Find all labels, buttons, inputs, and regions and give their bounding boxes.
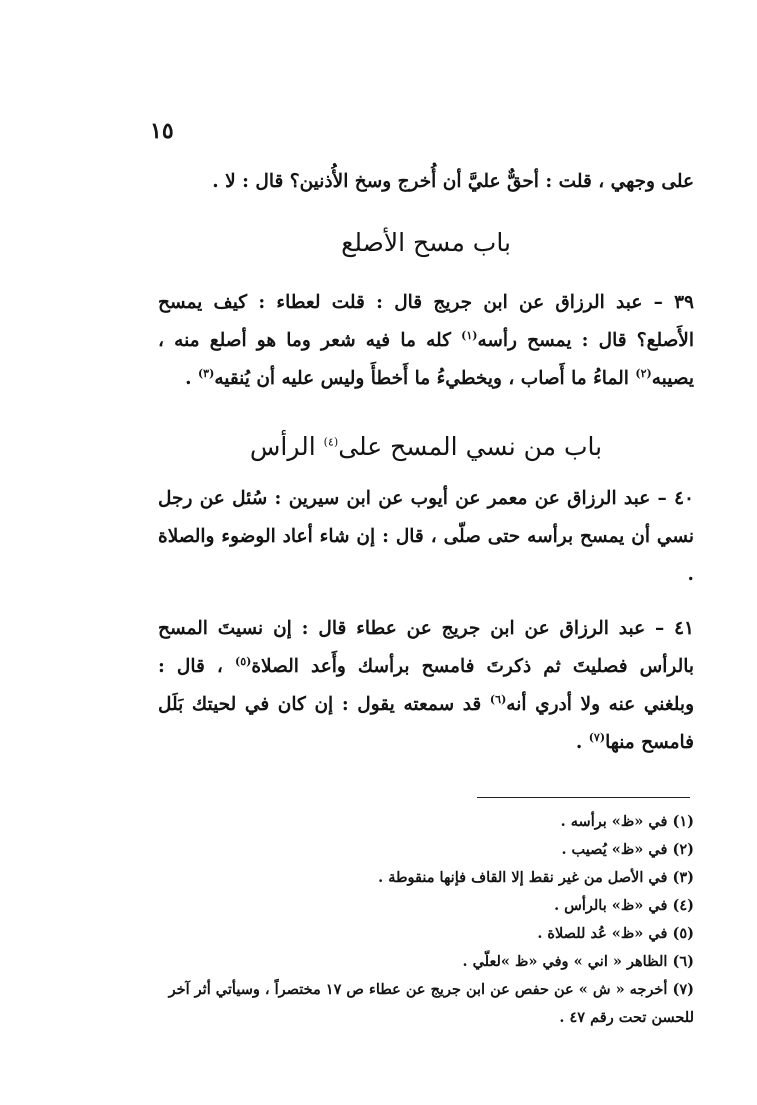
paragraph-41 [158,610,694,762]
footnote: (٧) أخرجه « ش » عن حفص عن ابن جريج عن عطاء ص ١٧ مختصراً ، وسيأتي أثر آخر للحسن تحت رقم ٤٧ . [168,981,694,1026]
paragraph-text: ، قال : وبلغني عنه ولا أدري أنه [158,656,694,715]
paragraph-text: قد سمعته يقول : إن كان في لحيتك بَلَل فامسح منها [158,694,694,753]
section-heading [158,432,694,461]
footnote-ref: (١) [461,328,478,342]
footnote: (٦) الظاهر « اني » وفي «ظ »لعلّي . [462,953,694,970]
intro-paragraph: على وجهي ، قلت : أحقٌّ عليَّ أن أُخرج وسخ الأُذنين؟ قال : لا . [212,171,694,192]
heading-text: الرأس [249,432,324,461]
footnote: (٤) في «ظ» بالرأس . [554,897,694,914]
footnote-ref: (٤) [323,435,339,449]
paragraph-text: . [575,732,589,753]
footnote-ref: (٣) [197,366,215,380]
paragraph-text: . [185,368,198,389]
footnote: (١) في «ظ» برأسه . [560,813,694,830]
footnote-ref: (٥) [235,654,252,668]
paragraph-39 [158,284,694,398]
footnotes [158,808,694,1032]
paragraph-text: ٣٩ – عبد الرزاق عن ابن جريج قال : قلت لعطاء : كيف يمسح الأَصلع؟ قال : يمسح رأسه [158,292,694,351]
footnote-ref: (٧) [588,730,606,744]
footnote: (٢) في «ظ» يُصيب . [561,841,694,858]
paragraph-text: ٤١ – عبد الرزاق عن ابن جريج عن عطاء قال : إن نسيتَ المسح بالرأس فصليتَ ثم ذكرتَ فامسح برأسك وأَعد الصلاة [158,618,695,677]
paragraph-text: الماءُ ما أَصاب ، ويخطيءُ ما أَخطأَ وليس عليه أن يُنقيه [214,368,636,389]
footnote-ref: (٢) [635,366,652,380]
paragraph-40: ٤٠ – عبد الرزاق عن معمر عن أيوب عن ابن سيرين : سُئل عن رجل نسي أن يمسح برأسه حتى صلّى ، قال : إن شاء أعاد الوضوء والصلاة . [158,488,694,585]
footnote: (٣) في الأصل من غير نقط إلا القاف فإنها منقوطة . [378,869,694,886]
heading-text: باب من نسي المسح على [338,432,603,461]
section-heading: باب مسح الأصلع [341,228,511,257]
footnote-ref: (٦) [489,692,507,706]
footnote: (٥) في «ظ» عُد للصلاة . [537,925,694,942]
footnote-rule [477,797,690,798]
paragraph-text: كله ما فيه شعر وما هو أصلع منه ، يصيبه [158,330,694,389]
page-number: ١٥ [150,118,174,144]
